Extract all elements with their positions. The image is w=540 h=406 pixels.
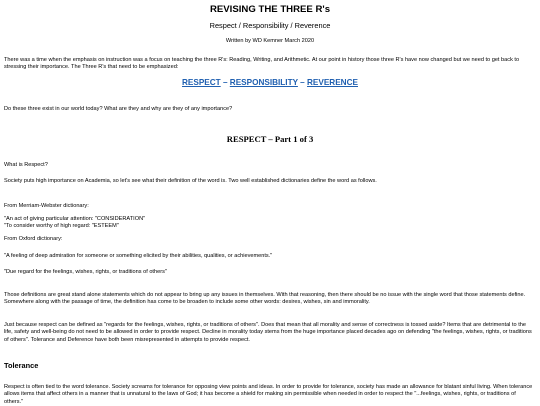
merriam-webster-definition-1: "An act of giving particular attention: "CONSIDERATION" (4, 216, 146, 222)
link-separator: – (300, 78, 305, 87)
definitions-paragraph: Those definitions are great stand alone statements which do not appear to bring up any issues in themselves. With that reasoning, then there should be no issue with the single word that those statements define. Somewhere along with the passage of time, the definition has come to be broaden to include some other words: desires, wishes, sin and immorality. (4, 292, 526, 306)
oxford-definition-2: "Due regard for the feelings, wishes, rights, or traditions of others" (4, 269, 167, 275)
reverence-link[interactable]: REVERENCE (307, 78, 358, 87)
just-because-paragraph: Just because respect can be defined as "regards for the feelings, wishes, rights, or traditions of others". Does that mean that all morality and sense of correctness is tossed aside? Items that are detrimental to the life, safety and well-being do not need to be allowed in order to provide respect. Decline in morality today stems from the huge importance placed decades ago on defending "the feelings, wishes, rights, or traditions of others". Tolerance and Deference have both been misrepresented in attempts to provide respect. (4, 322, 532, 343)
oxford-definition-1: "A feeling of deep admiration for someone or something elicited by their abilities, qualities, or achievements." (4, 253, 273, 259)
document-title: REVISING THE THREE R's (209, 4, 331, 15)
document-subtitle: Respect / Responsibility / Reverence (209, 21, 331, 30)
society-paragraph: Society puts high importance on Academia, so let's see what their definition of the word is. Two well established dictionaries define the word as follows. (4, 178, 377, 184)
merriam-webster-definition-2: "To consider worthy of high regard: "ESTEEM" (4, 223, 119, 229)
intro-question: Do these three exist in our world today? What are they and why are they of any importance? (4, 106, 233, 112)
section-heading: RESPECT – Part 1 of 3 (226, 134, 314, 144)
tolerance-paragraph: Respect is often tied to the word tolerance. Society screams for tolerance for opposing view points and ideas. In order to provide for tolerance, society has made an allowance for blatant sinful living. When tolerance allows items that affect others in a manner that is unnatural to the laws of God; it has become a shield for making sin permissible when needed in order to respect the "...feelings, wishes, rights, or traditions of others." (4, 384, 533, 405)
intro-paragraph: There was a time when the emphasis on instruction was a focus on teaching the three R's: Reading, Writing, and Arithmetic. At our point in history those three R's have now changed but we need to get back to stressing their importance. The Three R's that need to be emphasized: (4, 57, 520, 71)
respect-link[interactable]: RESPECT (182, 78, 221, 87)
link-separator: – (222, 78, 228, 87)
oxford-label: From Oxford dictionary: (4, 236, 63, 242)
merriam-webster-label: From Merriam-Webster dictionary: (4, 203, 89, 209)
three-rs-links (4, 78, 536, 87)
author-byline: Written by WD Kemner March 2020 (225, 38, 315, 44)
responsibility-link[interactable]: RESPONSIBILITY (229, 78, 298, 87)
tolerance-heading: Tolerance (4, 361, 39, 370)
what-is-respect: What is Respect? (4, 162, 48, 168)
